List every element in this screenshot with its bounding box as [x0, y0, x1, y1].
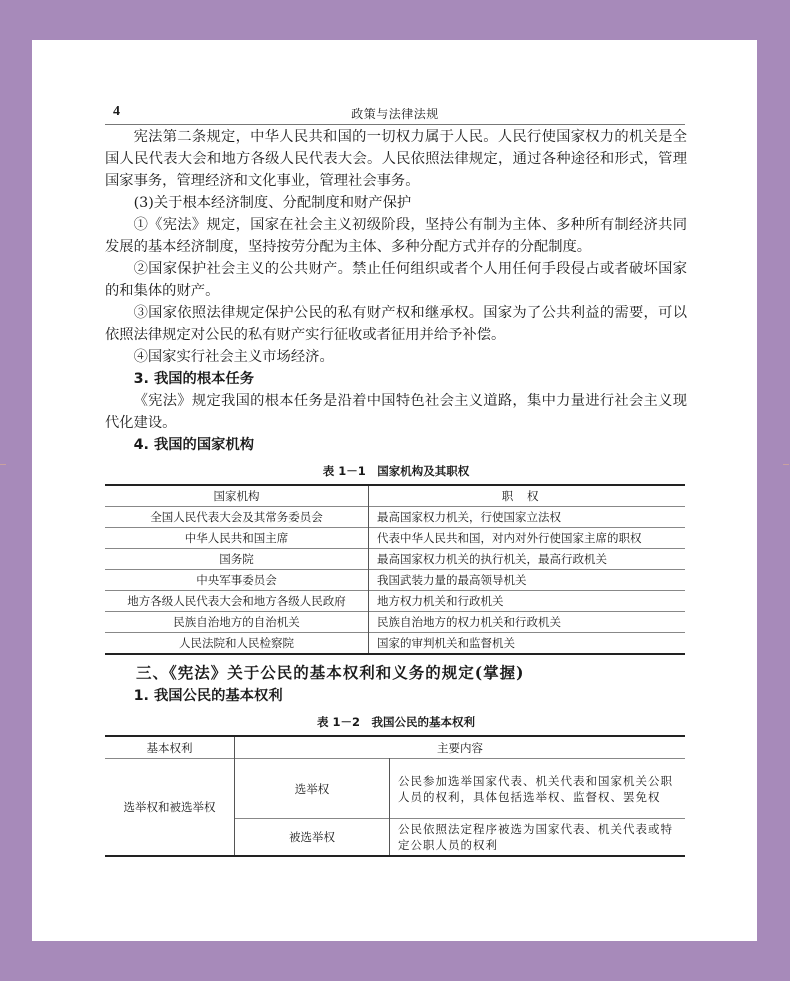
- table-row: [105, 759, 685, 819]
- table-row: [105, 612, 685, 633]
- table-cell: 公民参加选举国家代表、机关代表和国家机关公职人员的权利，具体包括选举权、监督权、罢免权: [390, 759, 686, 819]
- table-cell: 中央军事委员会: [105, 570, 369, 591]
- page-number: 4: [113, 104, 120, 119]
- paragraph: ②国家保护社会主义的公共财产。禁止任何组织或者个人用任何手段侵占或者破坏国家的和集体的财产。: [105, 261, 687, 299]
- heading-state-organs: 4. 我国的国家机构: [133, 437, 255, 453]
- table-cell: 我国武装力量的最高领导机关: [369, 570, 686, 591]
- heading-fundamental-task: 3. 我国的根本任务: [133, 371, 255, 387]
- paragraph: 宪法第二条规定，中华人民共和国的一切权力属于人民。人民行使国家权力的机关是全国人民代表大会和地方各级人民代表大会。人民依照法律规定，通过各种途径和形式，管理国家事务，管理经济和文化事业，管理社会事务。: [105, 129, 687, 189]
- table-header-row: [105, 736, 685, 759]
- table1-caption: 表 1－1 国家机构及其职权: [322, 464, 470, 478]
- table-row: [105, 549, 685, 570]
- table-cell: 中华人民共和国主席: [105, 528, 369, 549]
- crop-mark-right: [783, 464, 789, 465]
- table-header-cell: 职权: [369, 485, 686, 507]
- table-header-cell: 国家机构: [105, 485, 369, 507]
- paragraph: ③国家依照法律规定保护公民的私有财产权和继承权。国家为了公共利益的需要，可以依照法律规定对公民的私有财产实行征收或者征用并给予补偿。: [105, 305, 687, 343]
- table-cell: 人民法院和人民检察院: [105, 633, 369, 655]
- book-title: 政策与法律法规: [351, 107, 439, 121]
- table-header-row: [105, 485, 685, 507]
- table-basic-rights: [105, 735, 685, 857]
- section-heading: 三、《宪法》关于公民的基本权利和义务的规定(掌握): [136, 663, 525, 682]
- table-header-cell: 主要内容: [235, 736, 686, 759]
- table-state-organs: [105, 484, 685, 655]
- table-row: [105, 633, 685, 655]
- table-cell: 民族自治地方的自治机关: [105, 612, 369, 633]
- table-cell: 代表中华人民共和国，对内对外行使国家主席的职权: [369, 528, 686, 549]
- paragraph-subheading: (3)关于根本经济制度、分配制度和财产保护: [133, 195, 412, 211]
- table-cell: 地方各级人民代表大会和地方各级人民政府: [105, 591, 369, 612]
- table-cell: 选举权: [235, 759, 390, 819]
- table-row: [105, 591, 685, 612]
- body-text: [105, 126, 687, 857]
- table-header-cell: 基本权利: [105, 736, 235, 759]
- table-cell: 民族自治地方的权力机关和行政机关: [369, 612, 686, 633]
- paragraph: ①《宪法》规定，国家在社会主义初级阶段，坚持公有制为主体、多种所有制经济共同发展的基本经济制度，坚持按劳分配为主体、多种分配方式并存的分配制度。: [105, 217, 687, 255]
- table-row: [105, 507, 685, 528]
- table-cell: 被选举权: [235, 819, 390, 857]
- paragraph: 《宪法》规定我国的根本任务是沿着中国特色社会主义道路，集中力量进行社会主义现代化建设。: [105, 393, 687, 431]
- table-row: [105, 570, 685, 591]
- running-head: [105, 102, 685, 125]
- table-cell: 国务院: [105, 549, 369, 570]
- table-cell-group: 选举权和被选举权: [105, 759, 235, 857]
- table-cell: 地方权力机关和行政机关: [369, 591, 686, 612]
- crop-mark-left: [0, 464, 6, 465]
- table-cell: 最高国家权力机关，行使国家立法权: [369, 507, 686, 528]
- table-cell: 最高国家权力机关的执行机关，最高行政机关: [369, 549, 686, 570]
- paragraph: ④国家实行社会主义市场经济。: [133, 349, 334, 365]
- table-cell: 国家的审判机关和监督机关: [369, 633, 686, 655]
- heading-basic-rights: 1. 我国公民的基本权利: [133, 688, 283, 704]
- table2-caption: 表 1－2 我国公民的基本权利: [316, 715, 475, 729]
- book-page: [32, 40, 757, 941]
- table-row: [105, 528, 685, 549]
- table-cell: 全国人民代表大会及其常务委员会: [105, 507, 369, 528]
- table-cell: 公民依照法定程序被选为国家代表、机关代表或特定公职人员的权利: [390, 819, 686, 857]
